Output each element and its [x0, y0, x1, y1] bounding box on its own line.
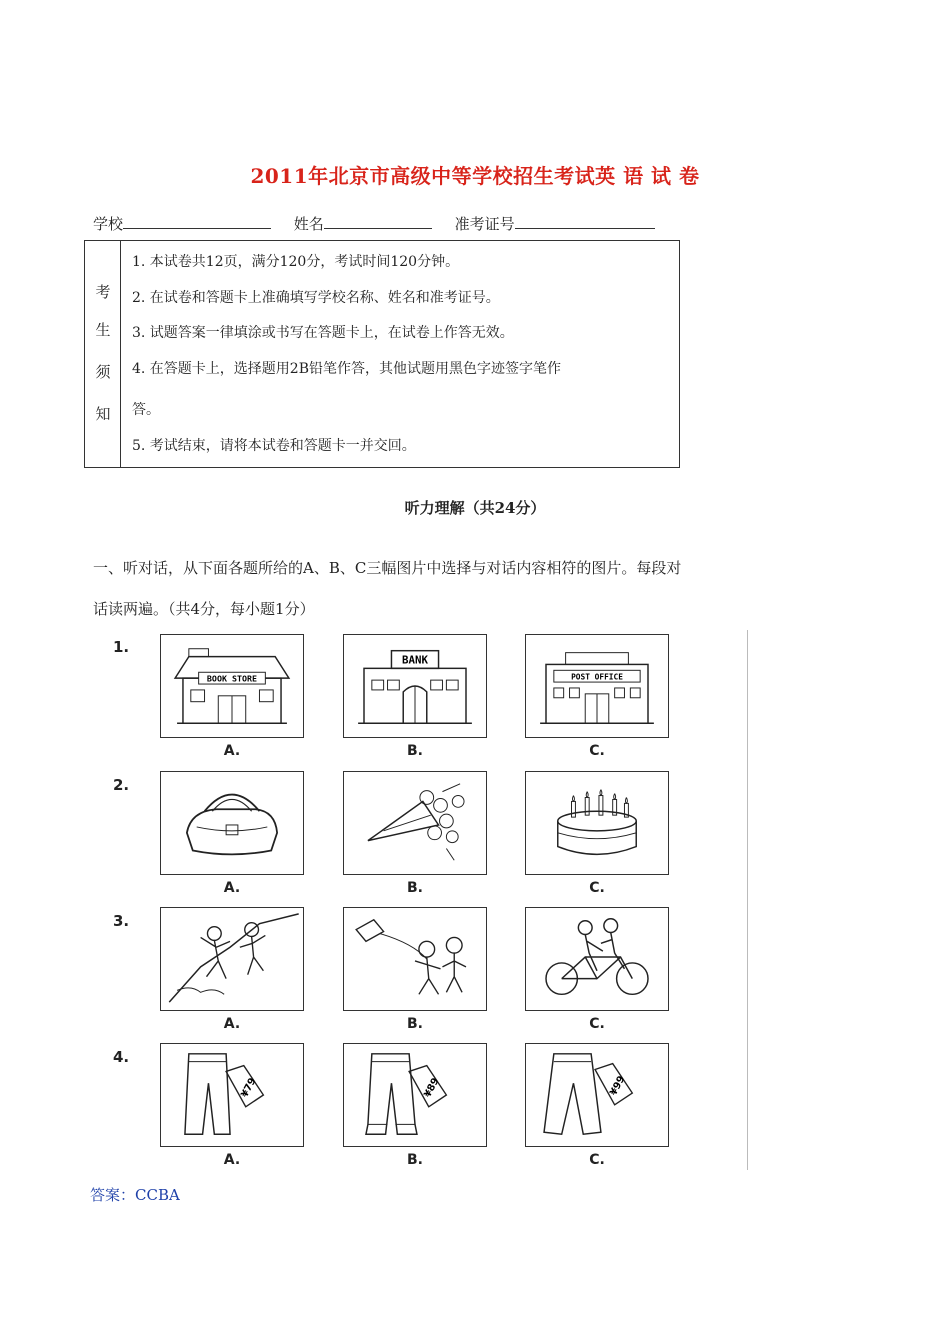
option-letter: B.: [407, 880, 423, 896]
school-blank[interactable]: [123, 214, 271, 229]
student-info-fields: [93, 213, 673, 234]
climbing-icon[interactable]: [160, 907, 304, 1011]
school-field[interactable]: [93, 213, 271, 234]
notice-item: 答。: [132, 402, 160, 418]
bookstore-icon[interactable]: [160, 634, 304, 738]
cycling-icon[interactable]: [525, 907, 669, 1011]
option-letter: C.: [589, 1016, 605, 1032]
question-number: 4.: [113, 1048, 130, 1066]
section-title: 听力理解（共24分）: [404, 499, 546, 517]
price-tag: ¥89: [422, 1076, 442, 1100]
notice-label-char: 知: [95, 405, 111, 423]
name-label: 姓名: [293, 215, 324, 233]
price-tag: ¥99: [608, 1074, 628, 1098]
option-letter: A.: [223, 1152, 241, 1168]
bank-icon[interactable]: [343, 634, 487, 738]
notice-item: 3. 试题答案一律填涂或书写在答题卡上，在试卷上作答无效。: [132, 325, 514, 341]
exam-title: 2011年北京市高级中等学校招生考试英 语 试 卷: [250, 164, 700, 188]
instruction-line: 一、听对话，从下面各题所给的A、B、C三幅图片中选择与对话内容相符的图片。每段对: [93, 559, 682, 577]
sign-text: BANK: [402, 653, 428, 667]
notice-label-char: 考: [95, 283, 111, 301]
question-number: 1.: [113, 638, 130, 656]
answer-key: 答案：CCBA: [90, 1186, 180, 1204]
trousers-icon[interactable]: [525, 1043, 669, 1147]
school-label: 学校: [93, 215, 124, 233]
trousers-icon[interactable]: [343, 1043, 487, 1147]
sign-text: POST OFFICE: [571, 672, 623, 682]
handbag-icon[interactable]: [160, 771, 304, 875]
name-field[interactable]: [294, 213, 432, 234]
exam-number-blank[interactable]: [515, 214, 655, 229]
option-letter: B.: [407, 743, 423, 759]
notice-label-column: [85, 241, 121, 467]
option-letter: A.: [223, 743, 241, 759]
option-letter: A.: [223, 880, 241, 896]
post-office-icon[interactable]: [525, 634, 669, 738]
notice-item: 4. 在答题卡上，选择题用2B铅笔作答，其他试题用黑色字迹签字笔作: [132, 361, 562, 377]
option-letter: C.: [589, 743, 605, 759]
notice-item: 2. 在试卷和答题卡上准确填写学校名称、姓名和准考证号。: [132, 290, 500, 306]
notice-label-char: 生: [95, 321, 111, 339]
question-number: 3.: [113, 912, 130, 930]
option-letter: C.: [589, 880, 605, 896]
notice-label-char: 须: [95, 363, 111, 381]
name-blank[interactable]: [324, 214, 432, 229]
notice-item: 5. 考试结束，请将本试卷和答题卡一并交回。: [132, 438, 416, 454]
exam-number-label: 准考证号: [454, 215, 515, 233]
question-number: 2.: [113, 776, 130, 794]
option-letter: A.: [223, 1016, 241, 1032]
option-letter: B.: [407, 1016, 423, 1032]
candidate-notice-box: [84, 240, 680, 468]
flowers-icon[interactable]: [343, 771, 487, 875]
notice-item: 1. 本试卷共12页，满分120分，考试时间120分钟。: [132, 254, 460, 270]
birthday-cake-icon[interactable]: [525, 771, 669, 875]
price-tag: ¥79: [239, 1076, 259, 1100]
option-letter: B.: [407, 1152, 423, 1168]
margin-rule: [747, 630, 748, 1170]
trousers-icon[interactable]: [160, 1043, 304, 1147]
exam-number-field[interactable]: [455, 213, 655, 234]
sign-text: BOOK STORE: [206, 673, 258, 684]
option-letter: C.: [589, 1152, 605, 1168]
instruction-line: 话读两遍。（共4分，每小题1分）: [93, 600, 315, 618]
kite-flying-icon[interactable]: [343, 907, 487, 1011]
